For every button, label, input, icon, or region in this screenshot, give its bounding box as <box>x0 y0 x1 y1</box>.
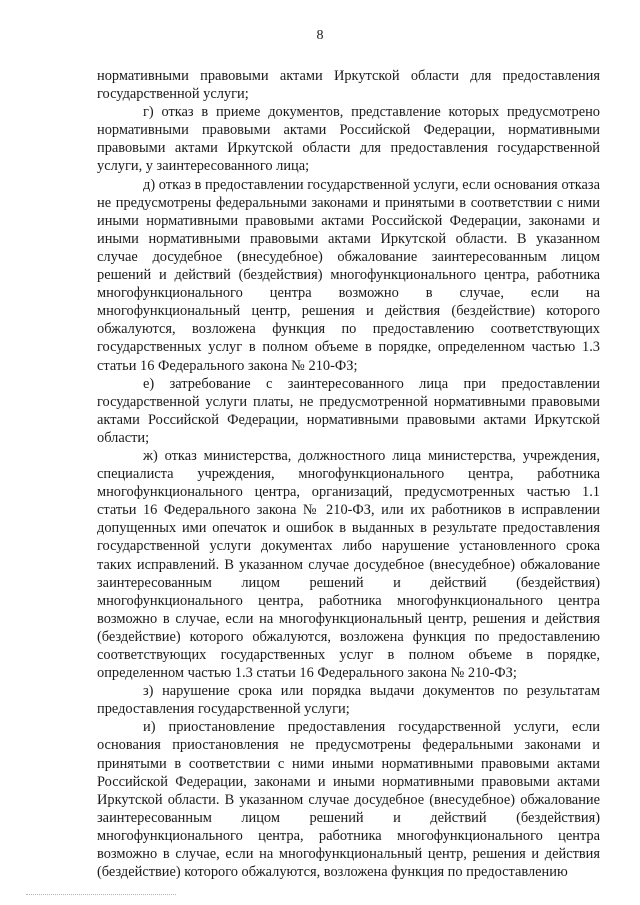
paragraph-item-g: г) отказ в приеме документов, представление которых предусмотрено нормативными правовыми актами Российской Федерации, нормативными правовыми актами Иркутской области для предоставления государственной услуги, у заинтересованного лица; <box>97 104 600 175</box>
paragraph-item-i: и) приостановление предоставления государственной услуги, если основания приостановления не предусмотрены федеральными законами и принятыми в соответствии с ними иными нормативными правовыми актами Российской Федерации, законами и иными нормативными правовыми актами Иркутской области. В указанном случае досудебное (внесудебное) обжалование заинтересованным лицом решений и действий (бездействия) многофункционального центра, работника многофункционального центра возможно в случае, если на многофункциональный центр, решения и действия (бездействие) которого обжалуются, возложена функция по предоставлению <box>97 719 600 881</box>
page-number: 8 <box>316 28 324 43</box>
paragraph-item-zh: ж) отказ министерства, должностного лица министерства, учреждения, специалиста учреждения, многофункционального центра, работника многофункционального центра, организаций, предусмотренных частью 1.1 статьи 16 Федерального закона № 210-ФЗ, или их работников в исправлении допущенных ими опечаток и ошибок в выданных в результате предоставления государственной услуги документах либо нарушение установленного срока таких исправлений. В указанном случае досудебное (внесудебное) обжалование заинтересованным лицом решений и действий (бездействия) многофункционального центра, работника многофункционального центра возможно в случае, если на многофункциональный центр, решения и действия (бездействие) которого обжалуются, возложена функция по предоставлению соответствующих государственных услуг в полном объеме в порядке, определенном частью 1.3 статьи 16 Федерального закона № 210-ФЗ; <box>97 447 600 682</box>
paragraph-item-z: з) нарушение срока или порядка выдачи документов по результатам предоставления государственной услуги; <box>97 683 600 718</box>
paragraph-item-d: д) отказ в предоставлении государственной услуги, если основания отказа не предусмотрены федеральными законами и принятыми в соответствии с ними иными нормативными правовыми актами Российской Федерации, законами и иными нормативными правовыми актами Иркутской области. В указанном случае досудебное (внесудебное) обжалование заинтересованным лицом решений и действий (бездействия) многофункционального центра, работника многофункционального центра возможно в случае, если на многофункциональный центр, решения и действия (бездействие) которого обжалуются, возложена функция по предоставлению соответствующих государственных услуг в полном объеме в порядке, определенном частью 1.3 статьи 16 Федерального закона № 210-ФЗ; <box>97 176 600 374</box>
footer-divider <box>26 894 176 895</box>
paragraph-continuation: нормативными правовыми актами Иркутской области для предоставления государственной услуги; <box>97 68 600 103</box>
paragraph-item-e: е) затребование с заинтересованного лица при предоставлении государственной услуги платы, не предусмотренной нормативными правовыми актами Российской Федерации, нормативными правовыми актами Иркутской области; <box>97 375 600 446</box>
document-body <box>97 67 600 881</box>
